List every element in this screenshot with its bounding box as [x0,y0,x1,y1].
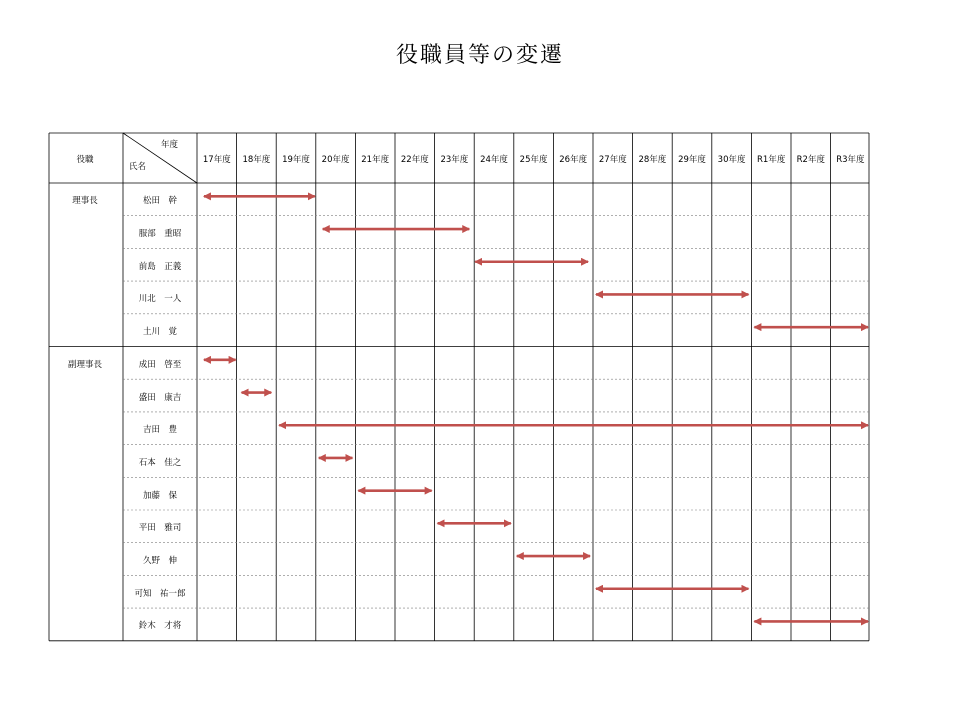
person-name: 吉田 豊 [142,425,177,436]
year-column-header: 25年度 [519,155,548,165]
person-name: 可知 祐一郎 [134,588,186,599]
header-diagonal-line [123,133,197,183]
year-column-header: 26年度 [559,155,588,165]
role-label: 理事長 [72,196,98,207]
header-year-label: 年度 [161,140,179,150]
person-name: 服部 重昭 [138,229,182,240]
person-name: 土川 覚 [142,327,177,338]
person-name: 石本 佳之 [138,457,182,468]
person-name: 平田 雅司 [138,523,182,534]
person-name: 川北 一人 [138,294,182,305]
year-column-header: R3年度 [836,155,865,165]
person-name: 前島 正義 [138,261,182,272]
page-title: 役職員等の変遷 [395,43,564,68]
role-label: 副理事長 [67,359,102,370]
person-name: 盛田 康吉 [138,392,182,403]
year-column-header: 23年度 [440,155,469,165]
person-name: 松田 幹 [142,196,177,207]
person-name: 久野 伸 [142,556,177,567]
year-column-header: 17年度 [202,155,231,165]
year-column-header: 29年度 [678,155,706,165]
year-column-header: 30年度 [717,155,746,165]
year-column-header: 19年度 [282,155,310,165]
year-column-header: R1年度 [757,155,786,165]
person-name: 加藤 保 [142,490,177,501]
header-name-label: 氏名 [129,162,147,172]
year-column-header: 27年度 [598,155,627,165]
person-name: 鈴木 才将 [138,621,182,632]
year-column-header: 20年度 [321,155,350,165]
year-column-header: 28年度 [638,155,667,165]
year-column-header: 22年度 [400,155,429,165]
header-role-label: 役職 [76,155,94,165]
year-column-header: 24年度 [480,155,508,165]
year-column-header: 21年度 [361,155,390,165]
year-column-header: 18年度 [242,155,271,165]
person-name: 成田 啓至 [138,359,182,370]
year-column-header: R2年度 [796,155,825,165]
